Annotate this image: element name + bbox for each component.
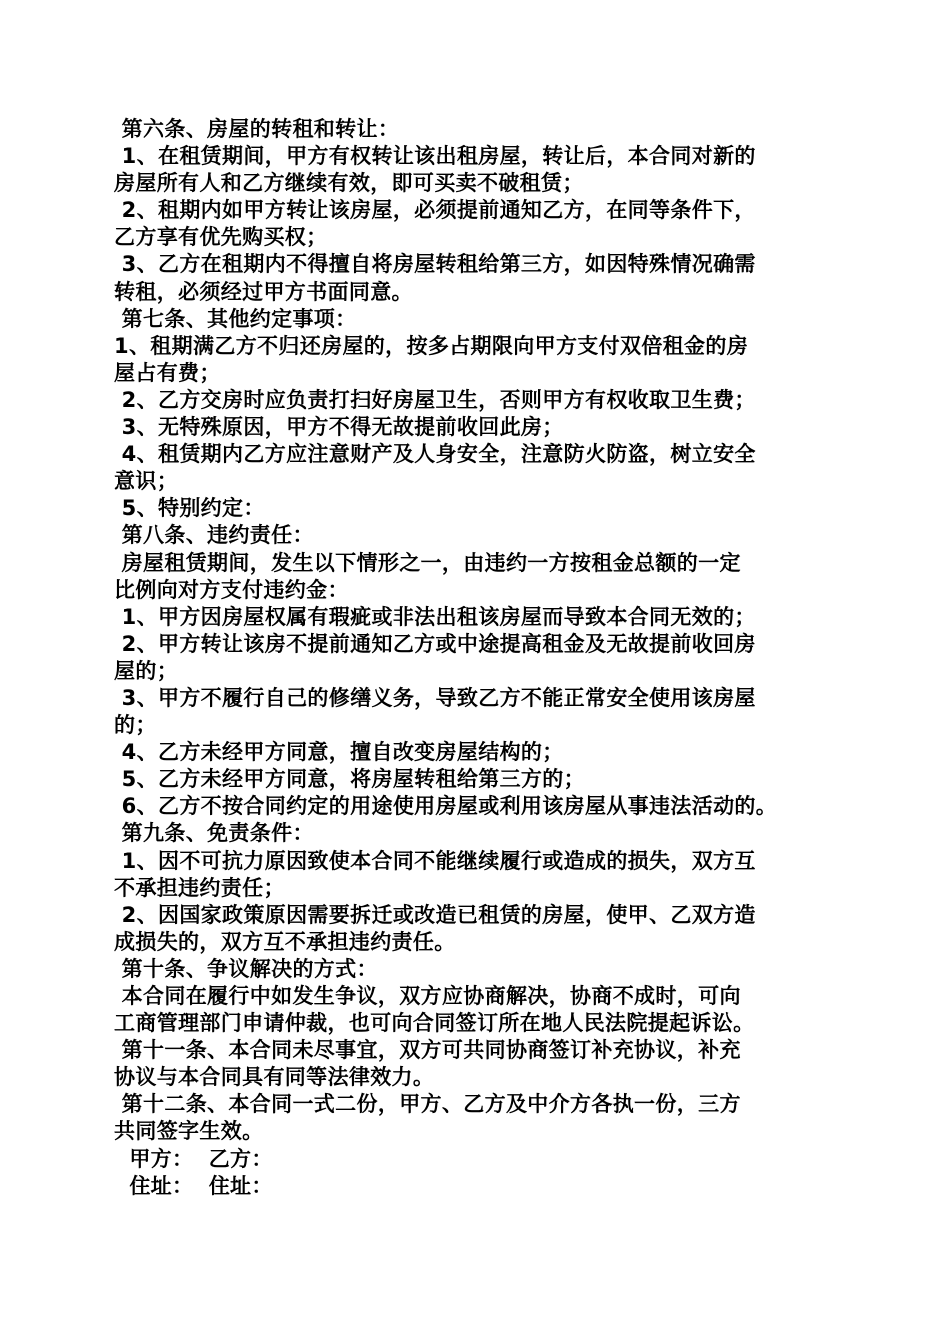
article-6-item-3: 3、乙方在租期内不得擅自将房屋转租给第三方，如因特殊情况确需 bbox=[114, 252, 756, 277]
article-7-item-1-cont: 屋占有费； bbox=[114, 360, 221, 385]
article-7-item-4-cont: 意识； bbox=[114, 469, 179, 494]
article-9-item-2: 2、因国家政策原因需要拆迁或改造已租赁的房屋，使甲、乙双方造 bbox=[114, 902, 756, 927]
article-11-cont: 协议与本合同具有同等法律效力。 bbox=[114, 1065, 435, 1090]
article-9-heading: 第九条、免责条件： bbox=[114, 821, 314, 846]
article-9-item-2-cont: 成损失的，双方互不承担违约责任。 bbox=[114, 929, 456, 954]
article-6-heading: 第六条、房屋的转租和转让： bbox=[114, 117, 400, 141]
article-6-item-1-cont: 房屋所有人和乙方继续有效，即可买卖不破租赁； bbox=[114, 171, 584, 196]
article-7-item-2: 2、乙方交房时应负责打扫好房屋卫生，否则甲方有权收取卫生费； bbox=[114, 387, 756, 412]
article-8-item-3: 3、甲方不履行自己的修缮义务，导致乙方不能正常安全使用该房屋 bbox=[114, 685, 756, 710]
article-8-item-2: 2、甲方转让该房不提前通知乙方或中途提高租金及无故提前收回房 bbox=[114, 631, 756, 656]
article-8-item-4: 4、乙方未经甲方同意，擅自改变房屋结构的； bbox=[114, 740, 564, 765]
article-6-item-3-cont: 转租，必须经过甲方书面同意。 bbox=[114, 279, 413, 304]
article-6-item-2: 2、租期内如甲方转让该房屋，必须提前通知乙方，在同等条件下， bbox=[114, 198, 756, 223]
article-8-item-5: 5、乙方未经甲方同意，将房屋转租给第三方的； bbox=[114, 767, 585, 792]
article-8-heading: 第八条、违约责任： bbox=[114, 523, 314, 548]
signature-parties: 甲方： 乙方： bbox=[114, 1146, 273, 1171]
article-11: 第十一条、本合同未尽事宜，双方可共同协商签订补充协议，补充 bbox=[114, 1038, 741, 1063]
article-8-item-3-cont: 的； bbox=[114, 713, 157, 738]
article-10-body: 本合同在履行中如发生争议，双方应协商解决，协商不成时，可向 bbox=[114, 984, 741, 1008]
article-7-item-1: 1、租期满乙方不归还房屋的，按多占期限向甲方支付双倍租金的房 bbox=[114, 333, 749, 358]
article-9-item-1-cont: 不承担违约责任； bbox=[114, 875, 285, 900]
article-6-item-1: 1、在租赁期间，甲方有权转让该出租房屋，转让后，本合同对新的 bbox=[114, 144, 756, 169]
article-8-item-6: 6、乙方不按合同约定的用途使用房屋或利用该房屋从事违法活动的。 bbox=[114, 794, 778, 819]
article-6-item-2-cont: 乙方享有优先购买权； bbox=[114, 225, 328, 250]
article-8-item-1: 1、甲方因房屋权属有瑕疵或非法出租该房屋而导致本合同无效的； bbox=[114, 604, 756, 629]
article-12-cont: 共同签字生效。 bbox=[114, 1119, 264, 1144]
contract-text bbox=[114, 116, 844, 1200]
article-9-item-1: 1、因不可抗力原因致使本合同不能继续履行或造成的损失，双方互 bbox=[114, 848, 756, 873]
article-7-item-3: 3、无特殊原因，甲方不得无故提前收回此房； bbox=[114, 415, 564, 440]
article-10-body-cont: 工商管理部门申请仲裁，也可向合同签订所在地人民法院提起诉讼。 bbox=[114, 1011, 755, 1036]
signature-addresses: 住址： 住址： bbox=[114, 1173, 273, 1198]
article-7-item-5: 5、特别约定： bbox=[114, 496, 265, 521]
article-7-heading: 第七条、其他约定事项： bbox=[114, 306, 357, 331]
article-10-heading: 第十条、争议解决的方式： bbox=[114, 956, 378, 981]
article-12: 第十二条、本合同一式二份，甲方、乙方及中介方各执一份，三方 bbox=[114, 1092, 741, 1117]
article-8-intro-cont: 比例向对方支付违约金： bbox=[114, 577, 349, 602]
article-8-intro: 房屋租赁期间，发生以下情形之一，由违约一方按租金总额的一定 bbox=[114, 550, 741, 575]
article-7-item-4: 4、租赁期内乙方应注意财产及人身安全，注意防火防盗，树立安全 bbox=[114, 442, 756, 467]
article-8-item-2-cont: 屋的； bbox=[114, 658, 179, 683]
